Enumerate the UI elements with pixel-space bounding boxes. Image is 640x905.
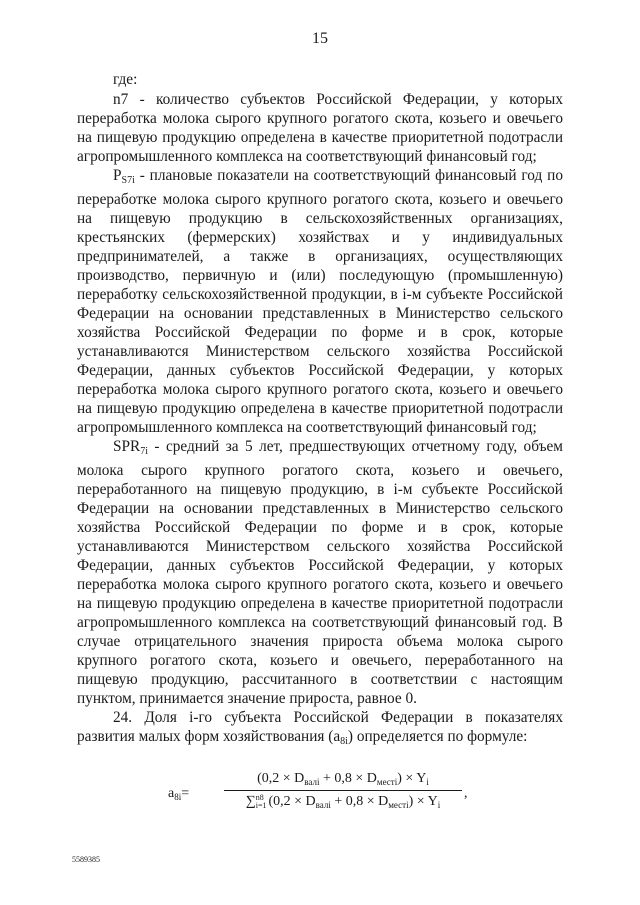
formula-denominator: ∑n8 i=1 $(0,2 \times D_{валі} + 0,8 \times D_{местi}) \times Y_i$ [245,792,441,810]
formula-a8i [168,769,528,827]
paragraph-n7: n7 - количество субъектов Российской Федерации, у которых переработка молока сырого крупного рогатого скота, козьего и овечьего на пищевую продукцию определена в качестве приоритетной подотрасли агропромышленного комплекса на соответствующий финансовый год; [77,91,563,165]
formula-numerator: $(0,2 \times D_{валі} + 0,8 \times D_{местi}) \times Y_i$ [257,771,429,787]
paragraph-text: 24. Доля i-го субъекта Российской Федерации в показателях развития малых форм хозяйствования (a [77,709,563,745]
symbol-ps7i [113,167,135,184]
symbol-letter: P [113,167,122,184]
symbol-subscript: 8i [340,736,348,747]
paragraph-where: где: [113,71,138,88]
formula-lhs: $a_{8i}=$ [168,786,190,802]
fraction-bar [224,790,462,791]
paragraph-spr7i [77,437,563,708]
paragraph-24 [77,708,563,751]
sum-symbol: ∑ [245,794,256,809]
formula-fraction [224,769,462,812]
paragraph-text-end: ) определяется по формуле: [347,728,528,745]
symbol-subscript: 7i [140,446,148,457]
document-id: 5589385 [72,855,100,864]
symbol-spr7i [113,438,148,455]
symbol-letter: SPR [113,438,141,455]
document-body [77,70,563,751]
formula-comma: , [464,786,468,801]
page-number: 15 [312,30,328,47]
symbol-subscript: S7i [121,175,135,186]
sum-limits: n8 i=1 [255,792,267,810]
paragraph-ps7i [77,166,563,437]
paragraph-text: - плановые показатели на соответствующий финансовый год по переработке молока сырого крупного рогатого скота, козьего и овечьего на пищевую продукцию в сельскохозяйственных организациях, крестьянских (фермерских) хозяйствах и у индивидуальных предпринимателей, а также в организациях, осуществляющих производство, первичную и (или) последующую (промышленную) переработку сельскохозяйственной продукции, в i-м субъекте Российской Федерации на основании представленных в Министерство сельского хозяйства Российской Федерации по форме и в срок, которые устанавливаются Министерством сельского хозяйства Российской Федерации, данных субъектов Российской Федерации, у которых переработка молока сырого крупного рогатого скота, козьего и овечьего на пищевую продукцию определена в качестве приоритетной подотрасли агропромышленного комплекса на соответствующий финансовый год; [77,167,563,436]
paragraph-text: - средний за 5 лет, предшествующих отчетному году, объем молока сырого крупного рогатого скота, козьего и овечьего, переработанного на пищевую продукцию, в i-м субъекте Российской Федерации на основании представленных в Министерство сельского хозяйства Российской Федерации по форме и в срок, которые устанавливаются Министерством сельского хозяйства Российской Федерации, данных субъектов Российской Федерации, у которых переработка молока сырого крупного рогатого скота, козьего и овечьего на пищевую продукцию определена в качестве приоритетной подотрасли агропромышленного комплекса на соответствующий финансовый год. В случае отрицательного значения прироста объема молока сырого крупного рогатого скота, козьего и овечьего, переработанного на пищевую продукцию, рассчитанного в соответствии с настоящим пунктом, принимается значение прироста, равное 0. [77,438,563,707]
